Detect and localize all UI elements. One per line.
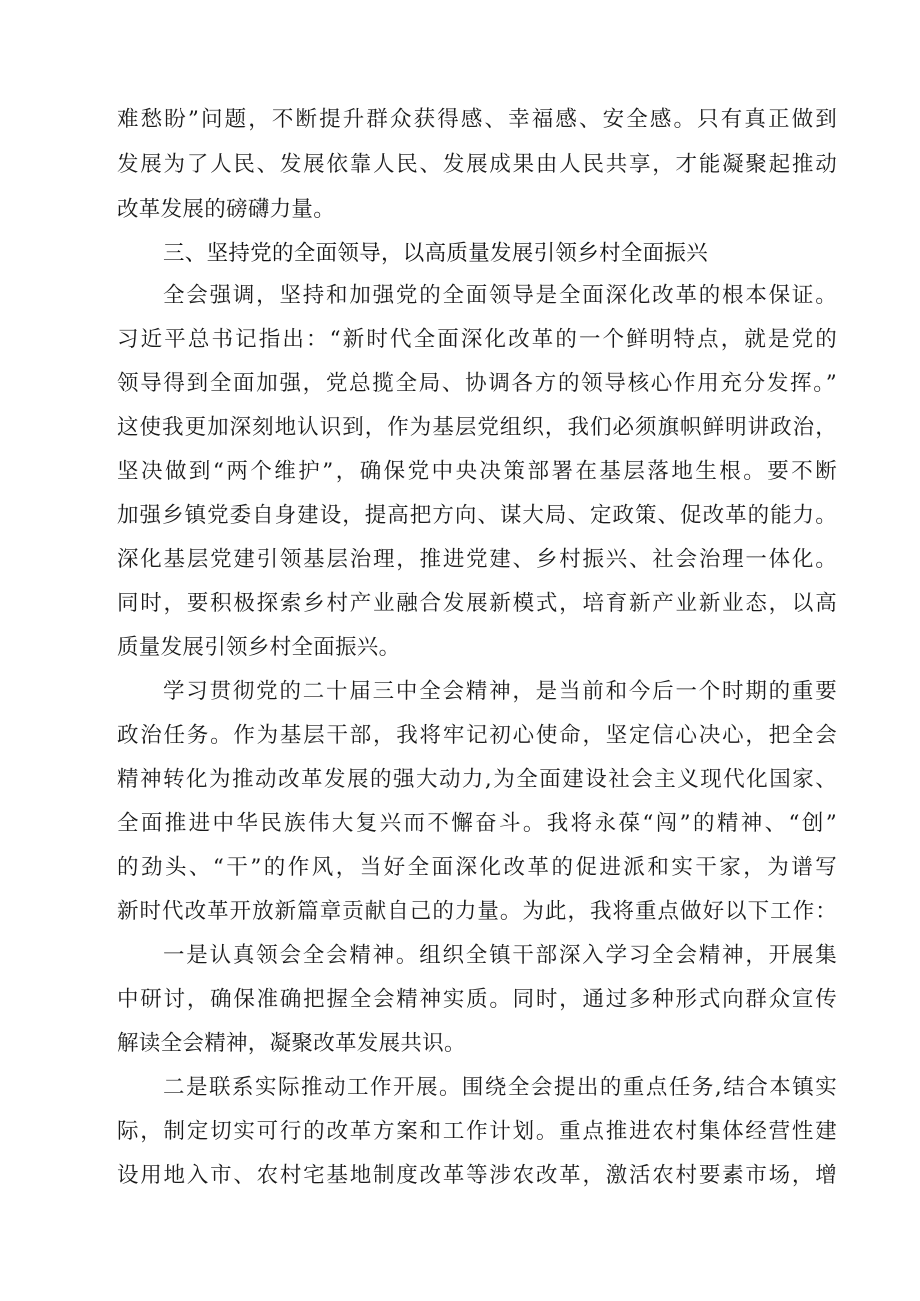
- text-line: 深化基层党建引领基层治理，推进党建、乡村振兴、社会治理一体化。: [117, 547, 837, 572]
- text-line: 加强乡镇党委自身建设，提高把方向、谋大局、定政策、促改革的能力。: [117, 503, 837, 528]
- text-line: 解读全会精神，凝聚改革发展共识。: [117, 1031, 466, 1056]
- text-line: 政治任务。作为基层干部，我将牢记初心使命，坚定信心决心，把全会: [117, 723, 837, 748]
- text-line: 改革发展的磅礴力量。: [117, 197, 336, 222]
- text-line: 学习贯彻党的二十届三中全会精神，是当前和今后一个时期的重要: [163, 679, 837, 704]
- text-line: 中研讨，确保准确把握全会精神实质。同时，通过多种形式向群众宣传: [117, 987, 837, 1012]
- text-line: 发展为了人民、发展依靠人民、发展成果由人民共享，才能凝聚起推动: [117, 152, 837, 177]
- text-line: 全面推进中华民族伟大复兴而不懈奋斗。我将永葆“闯”的精神、“创”: [117, 811, 837, 836]
- text-line: 质量发展引领乡村全面振兴。: [117, 635, 401, 660]
- section-heading: 三、坚持党的全面领导，以高质量发展引领乡村全面振兴: [163, 241, 709, 266]
- text-line: 的劲头、“干”的作风，当好全面深化改革的促进派和实干家，为谱写: [117, 855, 837, 880]
- text-line: 新时代改革开放新篇章贡献自己的力量。为此，我将重点做好以下工作：: [117, 899, 837, 924]
- text-line: 领导得到全面加强，党总揽全局、协调各方的领导核心作用充分发挥。”: [117, 371, 837, 396]
- text-line: 一是认真领会全会精神。组织全镇干部深入学习全会精神，开展集: [163, 943, 837, 968]
- text-line: 同时，要积极探索乡村产业融合发展新模式，培育新产业新业态，以高: [117, 591, 837, 616]
- text-line: 这使我更加深刻地认识到，作为基层党组织，我们必须旗帜鲜明讲政治，: [117, 415, 837, 440]
- text-line: 设用地入市、农村宅基地制度改革等涉农改革，激活农村要素市场，增: [117, 1163, 837, 1188]
- text-line: 习近平总书记指出：“新时代全面深化改革的一个鲜明特点，就是党的: [117, 327, 837, 352]
- text-line: 精神转化为推动改革发展的强大动力,为全面建设社会主义现代化国家、: [117, 767, 837, 792]
- text-line: 难愁盼”问题，不断提升群众获得感、幸福感、安全感。只有真正做到: [117, 107, 837, 132]
- text-line: 际，制定切实可行的改革方案和工作计划。重点推进农村集体经营性建: [117, 1119, 837, 1144]
- text-line: 坚决做到“两个维护”，确保党中央决策部署在基层落地生根。要不断: [117, 459, 837, 484]
- text-line: 二是联系实际推动工作开展。围绕全会提出的重点任务,结合本镇实: [163, 1075, 837, 1100]
- text-line: 全会强调，坚持和加强党的全面领导是全面深化改革的根本保证。: [163, 283, 837, 308]
